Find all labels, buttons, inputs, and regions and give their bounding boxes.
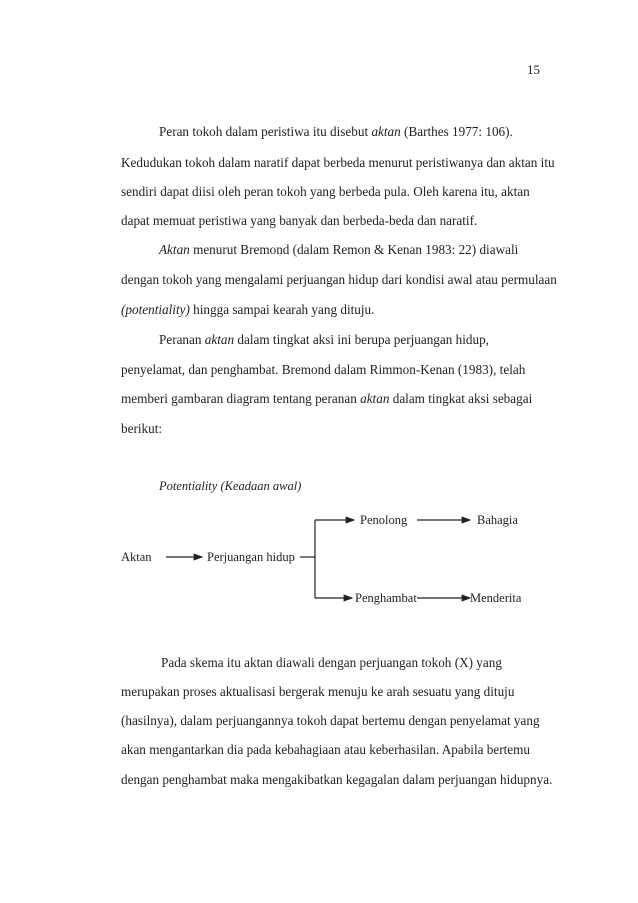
text-line <box>121 421 162 437</box>
text-run: memberi gambaran diagram tentang peranan <box>121 391 361 406</box>
text-run: dengan tokoh yang mengalami perjuangan hidup dari kondisi awal atau permulaan <box>121 272 557 287</box>
text-line <box>159 242 518 258</box>
page-number: 15 <box>527 62 540 77</box>
text-line <box>121 155 555 171</box>
text-line <box>121 272 557 288</box>
text-line <box>121 391 532 407</box>
text-run: merupakan proses aktualisasi bergerak menuju ke arah sesuatu yang dituju <box>121 684 515 699</box>
node-menderita: Menderita <box>470 591 522 605</box>
text-line <box>121 713 540 729</box>
text-line <box>159 124 513 140</box>
text-run: dalam tingkat aksi sebagai <box>389 391 533 406</box>
text-run: (hasilnya), dalam perjuangannya tokoh dapat bertemu dengan penyelamat yang <box>121 713 540 728</box>
text-line <box>121 684 514 700</box>
node-penghambat: Penghambat <box>355 591 417 605</box>
text-run: akan mengantarkan dia pada kebahagiaan atau keberhasilan. Apabila bertemu <box>121 742 530 757</box>
text-line <box>121 184 530 200</box>
text-run: Peranan <box>159 332 205 347</box>
text-run: (Barthes 1977: 106). <box>400 124 513 139</box>
node-bahagia: Bahagia <box>477 513 518 527</box>
italic-term: Aktan <box>159 242 190 257</box>
text-run: menurut Bremond (dalam Remon & Kenan 1983: 22) diawali <box>189 242 519 257</box>
italic-term: aktan <box>204 332 235 347</box>
italic-term: (potentiality) <box>121 302 190 317</box>
text-line <box>121 742 530 758</box>
text-run: penyelamat, dan penghambat. Bremond dalam Rimmon-Kenan (1983), telah <box>121 362 526 377</box>
text-line <box>161 655 502 671</box>
node-penolong: Penolong <box>360 513 408 527</box>
text-run: Kedudukan tokoh dalam naratif dapat berbeda menurut peristiwanya dan aktan itu <box>121 155 555 170</box>
bremond-diagram <box>0 470 638 620</box>
diagram-arrows <box>0 470 638 620</box>
italic-term: aktan <box>360 391 390 406</box>
text-run: Pada skema itu aktan diawali dengan perjuangan tokoh (X) yang <box>161 655 502 670</box>
text-run: hingga sampai kearah yang dituju. <box>189 302 375 317</box>
text-line <box>121 772 552 788</box>
text-run: sendiri dapat diisi oleh peran tokoh yang berbeda pula. Oleh karena itu, aktan <box>121 184 530 199</box>
potentiality-label: Potentiality (Keadaan awal) <box>159 479 302 493</box>
text-line <box>121 302 374 318</box>
text-line <box>159 332 489 348</box>
text-line <box>121 362 525 378</box>
node-aktan: Aktan <box>121 550 152 564</box>
text-run: dalam tingkat aksi ini berupa perjuangan hidup, <box>234 332 489 347</box>
text-run: Peran tokoh dalam peristiwa itu disebut <box>159 124 372 139</box>
text-line <box>121 213 477 229</box>
text-run: berikut: <box>121 421 163 436</box>
italic-term: aktan <box>371 124 401 139</box>
text-run: dengan penghambat maka mengakibatkan kegagalan dalam perjuangan hidupnya. <box>121 772 553 787</box>
text-run: dapat memuat peristiwa yang banyak dan berbeda-beda dan naratif. <box>121 213 478 228</box>
node-perjuangan-hidup: Perjuangan hidup <box>207 550 295 564</box>
